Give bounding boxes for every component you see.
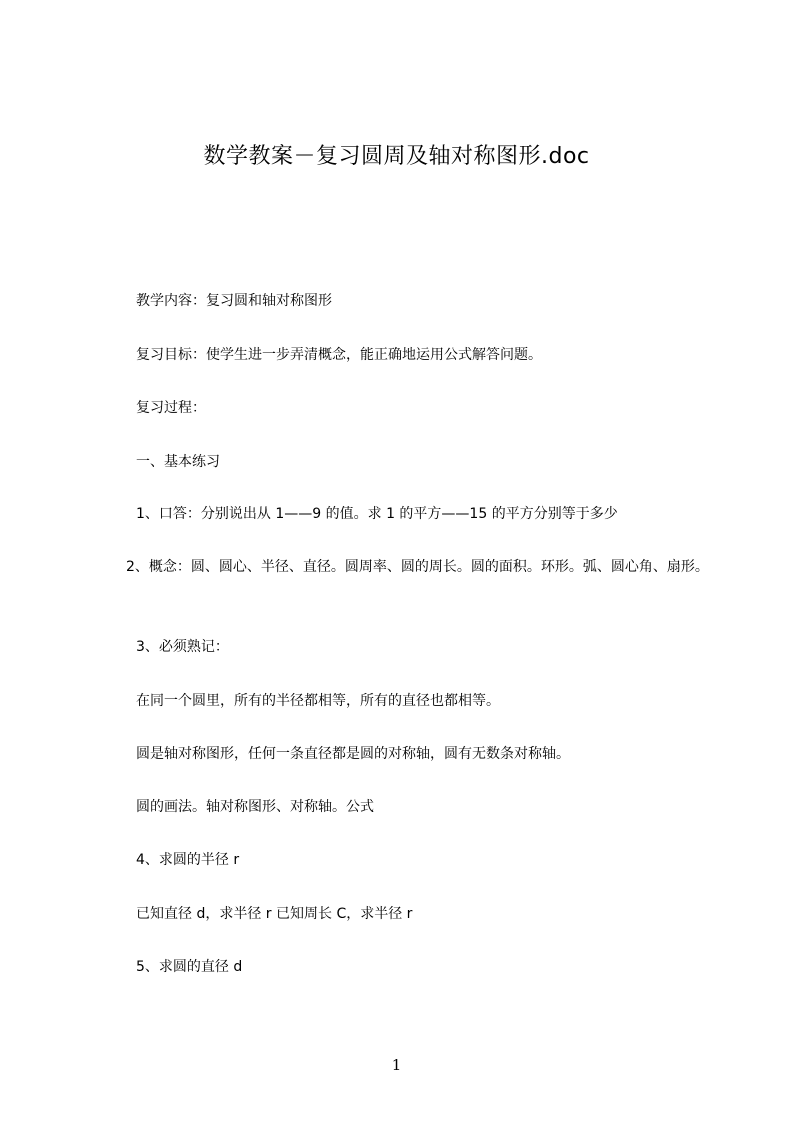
paragraph-review-goal: 复习目标：使学生进一步弄清概念，能正确地运用公式解答问题。 [136,347,542,363]
paragraph-oral-answer: 1、口答：分别说出从 1——9 的值。求 1 的平方——15 的平方分别等于多少 [136,506,618,522]
paragraph-symmetry: 圆是轴对称图形，任何一条直径都是圆的对称轴，圆有无数条对称轴。 [136,746,570,762]
section-heading-basic-practice: 一、基本练习 [136,454,220,470]
paragraph-review-process: 复习过程： [136,400,206,416]
paragraph-concepts: 2、概念：圆、圆心、半径、直径。圆周率、圆的周长。圆的面积。环形。弧、圆心角、扇形。 [126,559,709,575]
document-title: 数学教案－复习圆周及轴对称图形.doc [203,144,590,169]
paragraph-find-diameter: 5、求圆的直径 d [136,959,243,975]
paragraph-teaching-content: 教学内容：复习圆和轴对称图形 [136,293,332,309]
paragraph-must-memorize: 3、必须熟记： [136,639,229,655]
paragraph-known-diameter: 已知直径 d，求半径 r 已知周长 C，求半径 r [136,906,413,922]
paragraph-find-radius: 4、求圆的半径 r [136,852,240,868]
paragraph-drawing-method: 圆的画法。轴对称图形、对称轴。公式 [136,799,374,815]
paragraph-radius-equal: 在同一个圆里，所有的半径都相等，所有的直径也都相等。 [136,693,500,709]
page-number: 1 [391,1056,402,1074]
